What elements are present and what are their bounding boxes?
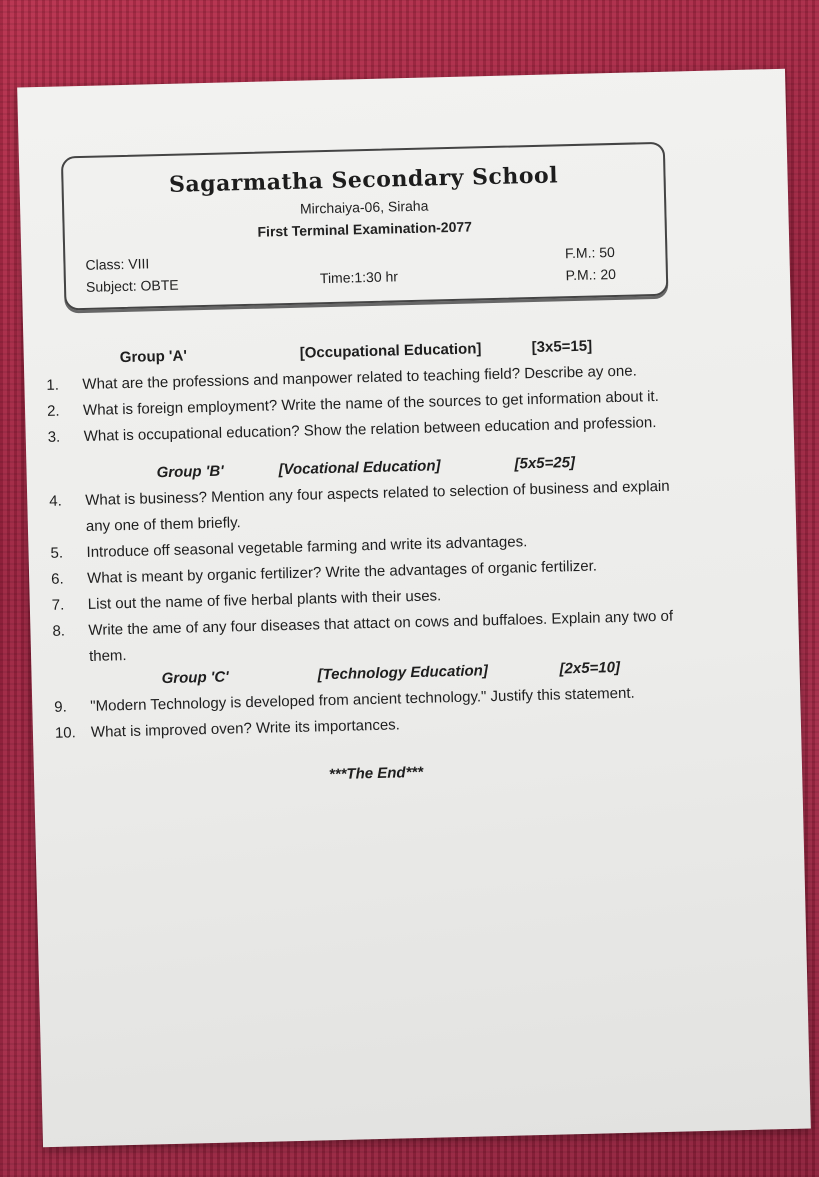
questions-area (46, 333, 697, 790)
group-a-label: Group 'A' (119, 347, 188, 367)
group-b-questions (49, 473, 693, 671)
school-address: Mirchaiya-06, Siraha (299, 197, 429, 217)
full-marks: F.M.: 50 (564, 243, 616, 262)
the-end: ***The End*** (328, 763, 424, 784)
question-item: 6. What is meant by organic fertilizer? Write the advantages of organic fertilizer. (50, 557, 598, 588)
subject-label: Subject: OBTE (85, 276, 179, 295)
question-item: 7. List out the name of five herbal plants with their uses. (51, 587, 442, 614)
question-item: 5. Introduce off seasonal vegetable farming and write its advantages. (50, 533, 528, 562)
group-c-label: Group 'C' (161, 668, 229, 688)
class-subject (85, 252, 179, 298)
group-c-marks: [2x5=10] (559, 658, 621, 678)
group-b-marks: [5x5=25] (514, 454, 576, 473)
group-a-questions (46, 357, 688, 451)
group-a-marks: [3x5=15] (531, 337, 593, 357)
group-b-label: Group 'B' (156, 462, 224, 482)
class-label: Class: VIII (85, 255, 150, 273)
question-item: 9. "Modern Technology is developed from ancient technology." Justify this statement. (54, 684, 635, 716)
question-item: 8. Write the ame of any four diseases that attact on cows and buffaloes. Explain any two of them. (52, 607, 674, 665)
school-name: Sagarmatha Secondary School (168, 162, 559, 198)
exam-paper (17, 69, 811, 1147)
header-box (61, 142, 669, 311)
group-c-topic: [Technology Education] (317, 662, 489, 684)
group-b-topic: [Vocational Education] (278, 457, 441, 479)
group-a-topic: [Occupational Education] (299, 340, 482, 362)
pass-marks: P.M.: 20 (565, 265, 617, 284)
time-label: Time:1:30 hr (319, 268, 399, 287)
question-item: 3. What is occupational education? Show the relation between education and profession. (47, 414, 657, 446)
question-item: 2. What is foreign employment? Write the name of the sources to get information about it. (46, 387, 659, 420)
marks-info (565, 241, 616, 286)
question-item: 4. What is business? Mention any four aspects related to selection of business and explain any one of them briefly. (49, 477, 670, 535)
question-item: 10. What is improved oven? Write its importances. (54, 716, 401, 742)
exam-title: First Terminal Examination-2077 (257, 218, 473, 240)
question-item: 1. What are the professions and manpower related to teaching field? Describe ay one. (46, 362, 637, 394)
